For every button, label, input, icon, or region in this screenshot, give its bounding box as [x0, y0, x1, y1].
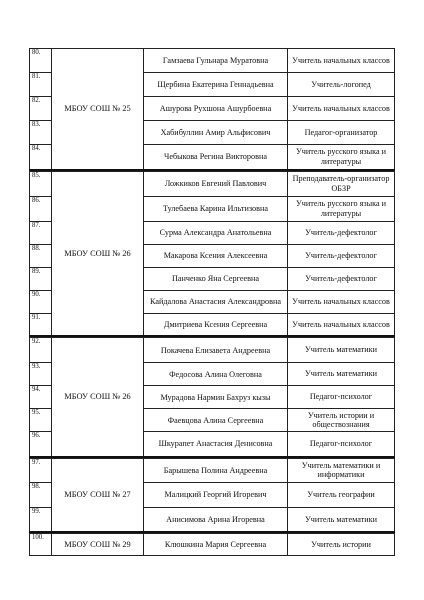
- teacher-position: Педагог-психолог: [288, 432, 395, 457]
- row-number: 91.: [30, 313, 52, 336]
- teacher-position: Учитель математики: [288, 363, 395, 386]
- teacher-name: Тулебаева Карина Ильтизовна: [144, 196, 288, 221]
- teacher-position: Учитель начальных классов: [288, 49, 395, 73]
- table-row: [30, 458, 395, 482]
- teacher-position: Учитель начальных классов: [288, 97, 395, 121]
- teacher-name: Макарова Ксения Алексеевна: [144, 244, 288, 267]
- row-number: 95.: [30, 409, 52, 432]
- row-number: 92.: [30, 338, 52, 363]
- row-number: 90.: [30, 290, 52, 313]
- teacher-name: Ашурова Рухшона Ашурбоевна: [144, 97, 288, 121]
- table-row: [30, 171, 395, 196]
- teacher-position: Учитель математики и информатики: [288, 458, 395, 482]
- teacher-position: Учитель истории и обществознания: [288, 409, 395, 432]
- row-number: 80.: [30, 49, 52, 73]
- staff-table: [29, 48, 395, 556]
- teacher-name: Панченко Яна Сергеевна: [144, 267, 288, 290]
- table-row: [30, 338, 395, 363]
- teacher-name: Дмитриева Ксения Сергеевна: [144, 313, 288, 336]
- teacher-name: Чебыкова Регина Викторовна: [144, 145, 288, 170]
- teacher-position: Учитель математики: [288, 507, 395, 532]
- row-number: 88.: [30, 244, 52, 267]
- teacher-name: Шкурапет Анастасия Денисовна: [144, 432, 288, 457]
- teacher-position: Учитель-дефектолог: [288, 244, 395, 267]
- teacher-position: Учитель математики: [288, 338, 395, 363]
- teacher-position: Учитель географии: [288, 482, 395, 507]
- teacher-position: Учитель-дефектолог: [288, 267, 395, 290]
- teacher-name: Барышева Полина Андреевна: [144, 458, 288, 482]
- teacher-position: Учитель русского языка и литературы: [288, 196, 395, 221]
- row-number: 86.: [30, 196, 52, 221]
- row-number: 99.: [30, 507, 52, 532]
- school-cell: МБОУ СОШ № 26: [52, 171, 144, 336]
- teacher-name: Анисимова Арина Игоревна: [144, 507, 288, 532]
- school-cell: МБОУ СОШ № 26: [52, 338, 144, 457]
- teacher-position: Педагог-психолог: [288, 386, 395, 409]
- teacher-position: Учитель начальных классов: [288, 290, 395, 313]
- row-number: 83.: [30, 121, 52, 145]
- teacher-name: Кайдалова Анастасия Александровна: [144, 290, 288, 313]
- teacher-position: Учитель русского языка и литературы: [288, 145, 395, 170]
- table-row: [30, 534, 395, 556]
- teacher-name: Щербина Екатерина Геннадьевна: [144, 73, 288, 97]
- teacher-name: Гамзаева Гульнара Муратовна: [144, 49, 288, 73]
- teacher-name: Сурма Александра Анатольевна: [144, 221, 288, 244]
- table-row: [30, 49, 395, 73]
- row-number: 82.: [30, 97, 52, 121]
- row-number: 98.: [30, 482, 52, 507]
- row-number: 84.: [30, 145, 52, 170]
- teacher-position: Учитель-логопед: [288, 73, 395, 97]
- school-cell: МБОУ СОШ № 27: [52, 458, 144, 532]
- teacher-name: Покачева Елизавета Андреевна: [144, 338, 288, 363]
- school-cell: МБОУ СОШ № 29: [52, 534, 144, 556]
- row-number: 94.: [30, 386, 52, 409]
- teacher-name: Клюшкина Мария Сергеевна: [144, 534, 288, 556]
- row-number: 81.: [30, 73, 52, 97]
- row-number: 93.: [30, 363, 52, 386]
- teacher-name: Ложкиков Евгений Павлович: [144, 171, 288, 196]
- teacher-name: Хабибуллин Амир Альфисович: [144, 121, 288, 145]
- teacher-position: Учитель начальных классов: [288, 313, 395, 336]
- row-number: 87.: [30, 221, 52, 244]
- school-cell: МБОУ СОШ № 25: [52, 49, 144, 170]
- row-number: 96.: [30, 432, 52, 457]
- teacher-position: Учитель-дефектолог: [288, 221, 395, 244]
- teacher-name: Мурадова Нармин Бахруз кызы: [144, 386, 288, 409]
- teacher-name: Малицкий Георгий Игоревич: [144, 482, 288, 507]
- teacher-position: Учитель истории: [288, 534, 395, 556]
- row-number: 85.: [30, 171, 52, 196]
- teacher-position: Преподаватель-организатор ОБЗР: [288, 171, 395, 196]
- row-number: 89.: [30, 267, 52, 290]
- row-number: 97.: [30, 458, 52, 482]
- teacher-name: Федосова Алина Олеговна: [144, 363, 288, 386]
- teacher-position: Педагог-организатор: [288, 121, 395, 145]
- row-number: 100.: [30, 534, 52, 556]
- teacher-name: Фаевцова Алина Сергеевна: [144, 409, 288, 432]
